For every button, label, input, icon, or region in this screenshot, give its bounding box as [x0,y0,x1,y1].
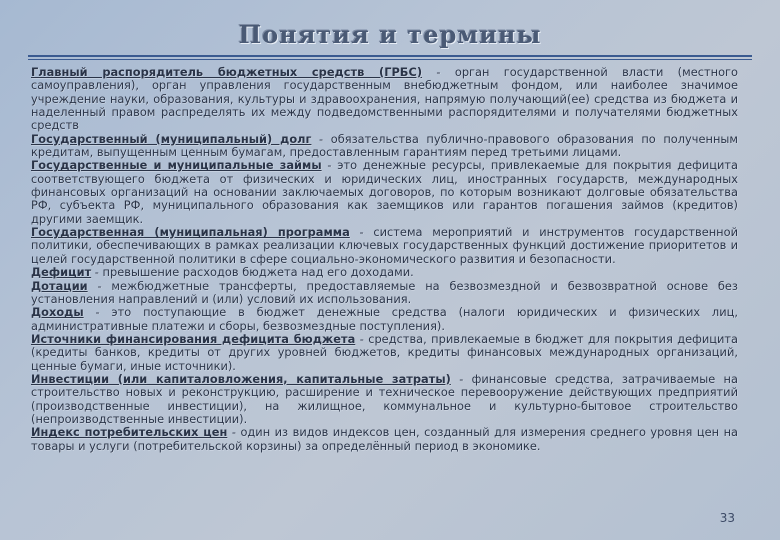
glossary-definition: - финансовые средства, затрачиваемые на строительство новых и реконструкцию, расширение и техническое перевооружение действующих предприятий (производственные инвестиции), на жилищное, коммунальное и культурно-бытовое строительство (непроизводственные инвестиции). [31,371,738,426]
glossary-term: Государственные и муниципальные займы [31,158,322,173]
glossary-entry-investments [31,373,738,426]
title-divider [28,55,752,60]
page-number: 33 [719,511,735,525]
page-title: Понятия и термины [238,20,542,49]
glossary-definition: - один из видов индексов цен, созданный для измерения среднего уровня цен на товары и услуги (потребительской корзины) за определённый период в экономике. [31,425,738,453]
glossary-entry-financing-sources [31,333,738,373]
glossary-definition: - средства, привлекаемые в бюджет для покрытия дефицита (кредиты банков, кредиты от других уровней бюджетов, кредиты финансовых международных организаций, ценные бумаги, иные источники). [31,331,738,373]
glossary-entry-cpi [31,426,738,453]
glossary-term: Главный распорядитель бюджетных средств (ГРБС) [31,65,423,79]
glossary-entry-loans [31,159,738,226]
glossary-entry-grbs [31,66,738,133]
glossary-term: Дефицит [31,265,92,280]
glossary-term: Индекс потребительских цен [31,425,228,440]
glossary-definition: - это поступающие в бюджет денежные средства (налоги юридических и физических лиц, административные платежи и сборы, безвозмездные поступления). [31,305,738,333]
glossary-term: Государственная (муниципальная) программа [31,225,350,240]
glossary-entry-subsidies [31,280,738,307]
glossary-definition: - межбюджетные трансферты, предоставляемые на безвозмездной и безвозвратной основе без установления направлений и (или) условий их использования. [31,278,738,306]
glossary-definition: - это денежные ресурсы, привлекаемые для покрытия дефицита соответствующего бюджета от физических и юридических лиц, иностранных государств, международных финансовых организаций на основании заключаемых договоров, по которым возникают долговые обязательства РФ, субъекта РФ, муниципального образования как заемщиков или гарантов погашения займов (кредитов) другими заемщик. [31,158,738,226]
glossary-definition: - превышение расходов бюджета над его доходами. [91,265,414,280]
glossary [31,66,738,453]
glossary-term: Доходы [31,305,84,320]
glossary-definition: - обязательства публично-правового образования по полученным кредитам, выпущенным ценным бумагам, предоставленным гарантиям перед третьими лицами. [31,131,738,160]
glossary-term: Государственный (муниципальный) долг [31,131,312,146]
glossary-definition: - система мероприятий и инструментов государственной политики, обеспечивающих в рамках реализации ключевых государственных функций достижение приоритетов и целей государственной политики в сфере социально-экономического развития и безопасности. [31,225,738,266]
glossary-entry-program [31,226,738,266]
glossary-term: Инвестиции (или капиталовложения, капитальные затраты) [31,371,451,386]
glossary-term: Дотации [31,278,88,293]
glossary-entry-revenue [31,306,738,333]
glossary-entry-debt [31,133,738,160]
glossary-entry-deficit [31,266,738,279]
glossary-term: Источники финансирования дефицита бюджета [31,331,356,346]
glossary-definition: - орган государственной власти (местного самоуправления), орган управления государственным внебюджетным фондом, или наиболее значимое учреждение науки, образования, культуры и здравоохранения, напрямую получающий(ее) средства из бюджета и наделенный правом распределять их между подведомственными распорядителями и получателями бюджетных средств [31,65,738,133]
